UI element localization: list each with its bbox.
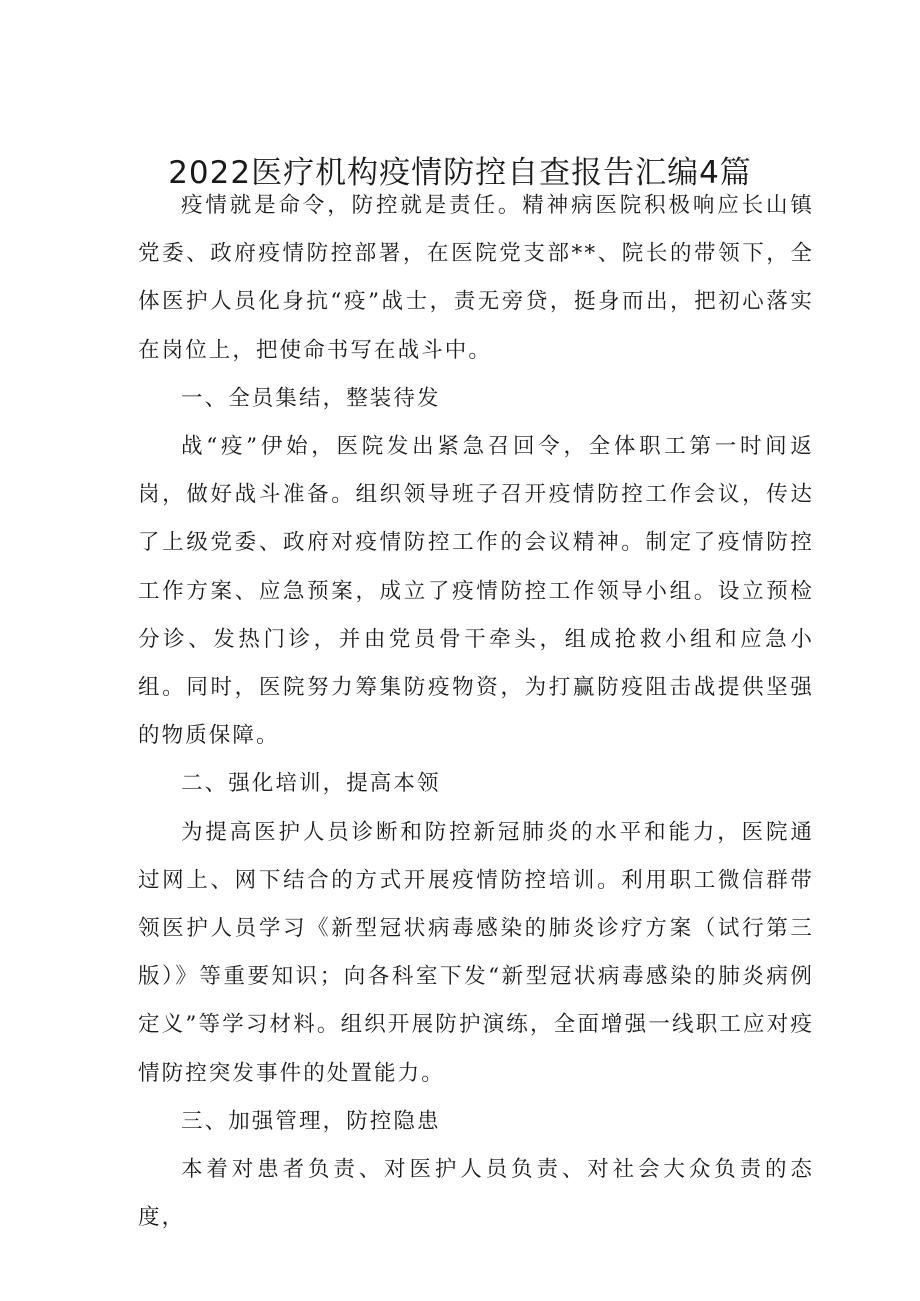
section-heading-2: 二、强化培训，提高本领 (181, 771, 441, 797)
section-1-paragraph: 战“疫”伊始，医院发出紧急召回令，全体职工第一时间返岗，做好战斗准备。组织领导班子召开疫情防控工作会议，传达了上级党委、政府对疫情防控工作的会议精神。制定了疫情防控工作方案、应急预案，成立了疫情防控工作领导小组。设立预检分诊、发热门诊，并由党员骨干牵头，组成抢救小组和应急小组。同时，医院努力筹集防疫物资，为打赢防疫阻击战提供坚强的物质保障。 (138, 434, 814, 749)
document-body (138, 182, 814, 1242)
section-2-paragraph: 为提高医护人员诊断和防控新冠肺炎的水平和能力，医院通过网上、网下结合的方式开展疫情防控培训。利用职工微信群带领医护人员学习《新型冠状病毒感染的肺炎诊疗方案（试行第三版）》等重要知识；向各科室下发“新型冠状病毒感染的肺炎病例定义”等学习材料。组织开展防护演练，全面增强一线职工应对疫情防控突发事件的处置能力。 (138, 819, 814, 1086)
section-heading-1: 一、全员集结，整装待发 (181, 385, 441, 411)
section-3-paragraph: 本着对患者负责、对医护人员负责、对社会大众负责的态度， (138, 1157, 814, 1231)
intro-paragraph: 疫情就是命令，防控就是责任。精神病医院积极响应长山镇党委、政府疫情防控部署，在医院党支部**、院长的带领下，全体医护人员化身抗“疫”战士，责无旁贷，挺身而出，把初心落实在岗位上，把使命书写在战斗中。 (138, 193, 814, 363)
section-heading-3: 三、加强管理，防控隐患 (181, 1108, 441, 1134)
document-title: 2022医疗机构疫情防控自查报告汇编4篇 (168, 154, 752, 191)
